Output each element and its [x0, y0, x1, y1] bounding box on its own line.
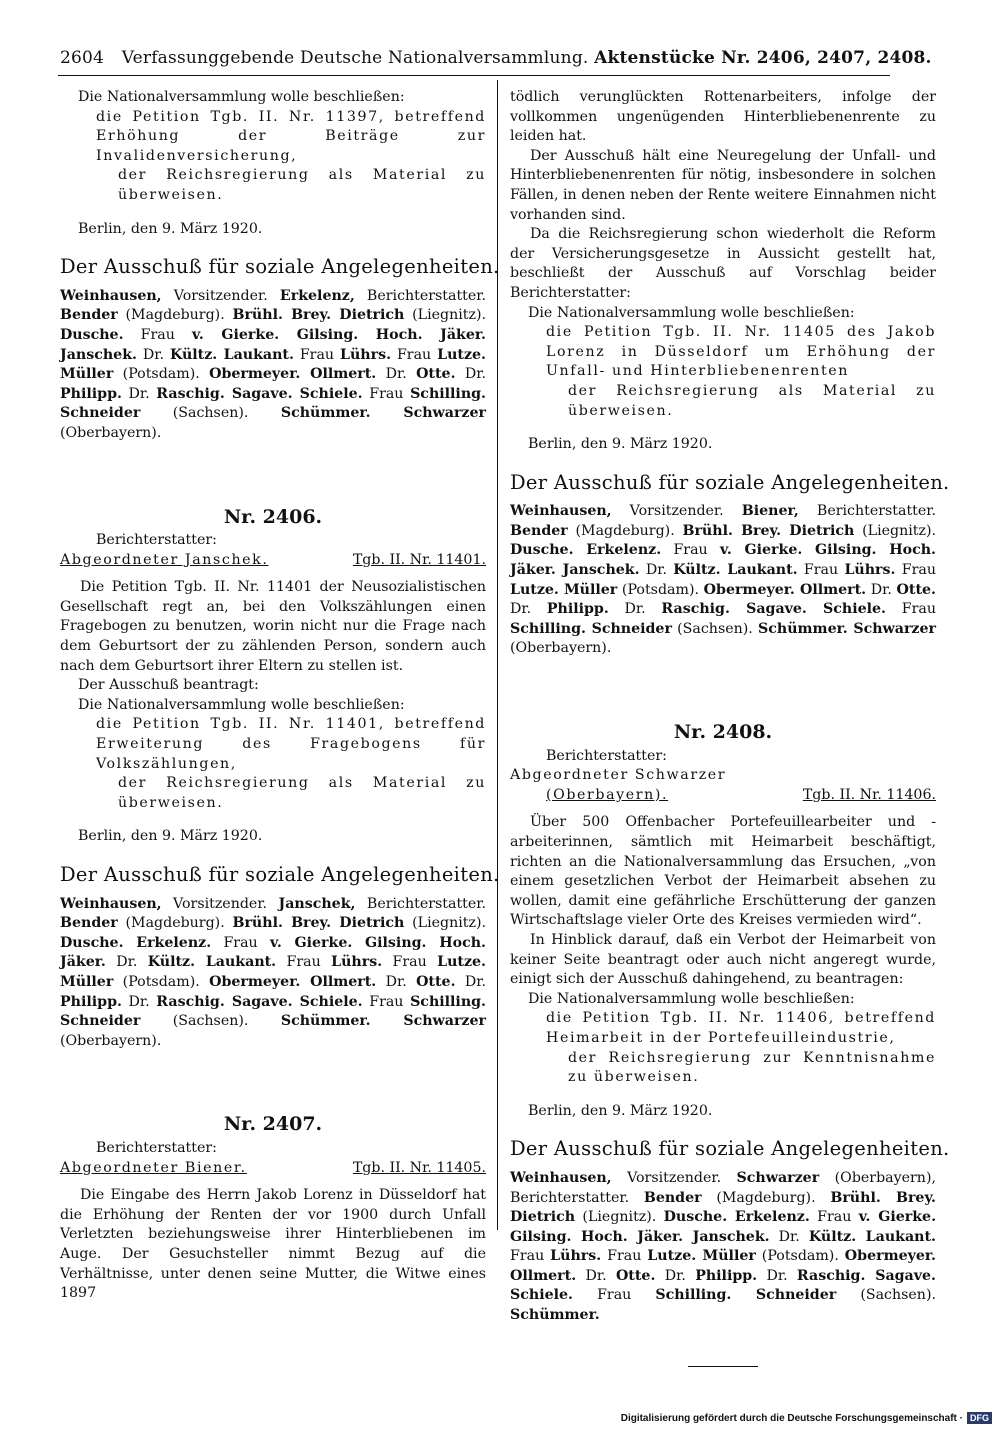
body-paragraph: Die Eingabe des Herrn Jakob Lorenz in Düsseldorf hat die Erhöhung der Renten der vor 1900 durch Unfall Verletzten beziehungsweise ihrer Hinterbliebenen im Auge. Der Gesuchsteller nimmt Bezug auf die Verhältnisse, unter denen seine Mutter, die Witwe eines 1897	[60, 1187, 486, 1302]
footer	[621, 1412, 992, 1424]
document-number: Nr. 2408.	[673, 721, 773, 744]
body-paragraph: Über 500 Offenbacher Portefeuillearbeiter und -arbeiterinnen, sämtlich mit Heimarbeit beschäftigt, richten an die Nationalversammlung das Ersuchen, „von einem gesetzlichen Verbot der Heimarbeit absehen zu wollen, damit eine gefährliche Erschütterung der ganzen Wirtschaftslage vieler Orte des Kreises vermieden wird“.	[510, 814, 936, 929]
document-number: Nr. 2406.	[223, 505, 323, 528]
header-aktenstuecke: Aktenstücke Nr. 2406, 2407, 2408.	[594, 48, 932, 68]
body-paragraph: Die Petition Tgb. II. Nr. 11401 der Neusozialistischen Gesellschaft regt an, bei den Volkszählungen einen Fragebogen zu benutzen, worin nicht nur die Frage nach dem Geburtsort der zu zählenden Person, sondern auch nach dem Geburtsort ihrer Eltern zu stellen ist.	[60, 579, 486, 674]
resolution-action: der Reichsregierung als Material zu überweisen.	[118, 167, 486, 203]
tgb-reference: Tgb. II. Nr. 11401.	[352, 551, 486, 568]
member-list: Weinhausen, Vorsitzender. Schwarzer (Oberbayern), Berichterstatter. Bender (Magdeburg). Brühl. Brey. Dietrich (Liegnitz). Dusche. Erkelenz. Frau v. Gierke. Gilsing. Hoch. Jäker. Janschek. Dr. Kültz. Laukant. Frau Lührs. Frau Lutze. Müller (Potsdam). Obermeyer. Ollmert. Dr. Otte. Dr. Philipp. Dr. Raschig. Sagave. Schiele. Frau Schilling. Schneider (Sachsen). Schümmer.	[510, 1169, 937, 1324]
committee-moves: Der Ausschuß beantragt:	[78, 677, 259, 694]
body-paragraph: Da die Reichsregierung schon wiederholt die Reform der Versicherungsgesetze in Aussicht gestellt hat, beschließt der Ausschuß auf Vorschlag beider Berichterstatter:	[510, 226, 936, 301]
left-column	[60, 88, 500, 1304]
dfg-logo: DFG	[967, 1412, 992, 1424]
resolution-intro: Die Nationalversammlung wolle beschließen:	[528, 304, 855, 321]
resolution-intro: Die Nationalversammlung wolle beschließen:	[78, 696, 405, 713]
body-paragraph: Der Ausschuß hält eine Neuregelung der Unfall- und Hinterbliebenenrenten für nötig, insbesondere in solchen Fällen, in denen neben der Rente weitere Einnahmen nicht vorhanden sind.	[510, 147, 936, 223]
resolution-intro: Die Nationalversammlung wolle beschließen:	[528, 990, 855, 1007]
page-header	[60, 48, 932, 68]
resolution-intro: Die Nationalversammlung wolle beschließen:	[78, 89, 405, 105]
footer-text: Digitalisierung gefördert durch die Deutsche Forschungsgemeinschaft ·	[620, 1412, 963, 1424]
committee-heading: Der Ausschuß für soziale Angelegenheiten.	[510, 1137, 950, 1161]
petition-text: die Petition Tgb. II. Nr. 11405 des Jakob Lorenz in Düsseldorf um Erhöhung der Unfall- und Hinterbliebenenrenten	[546, 324, 936, 380]
header-rule	[58, 75, 890, 76]
resolution-action: der Reichsregierung als Material zu überweisen.	[118, 775, 486, 811]
rapporteur-name: Abgeordneter Schwarzer	[510, 767, 727, 784]
date-line: Berlin, den 9. März 1920.	[528, 1102, 713, 1119]
tgb-reference: Tgb. II. Nr. 11405.	[352, 1159, 486, 1176]
resolution-action: der Reichsregierung zur Kenntnisnahme zu überweisen.	[568, 1049, 936, 1086]
date-line: Berlin, den 9. März 1920.	[78, 220, 263, 237]
rapporteur-region: (Oberbayern).	[546, 786, 669, 803]
date-line: Berlin, den 9. März 1920.	[78, 828, 263, 845]
tgb-reference: Tgb. II. Nr. 11406.	[802, 786, 936, 803]
rapporteur-name: Abgeordneter Biener.	[60, 1159, 247, 1176]
right-column	[510, 88, 950, 1367]
petition-text: die Petition Tgb. II. Nr. 11401, betreffend Erweiterung des Fragebogens für Volkszählungen,	[96, 716, 486, 772]
petition-text: die Petition Tgb. II. Nr. 11406, betreffend Heimarbeit in der Portefeuilleindustrie,	[546, 1010, 936, 1046]
page-number: 2604	[60, 48, 105, 68]
document-number: Nr. 2407.	[223, 1113, 323, 1136]
rapporteur-row	[510, 786, 936, 806]
member-list: Weinhausen, Vorsitzender. Janschek, Berichterstatter. Bender (Magdeburg). Brühl. Brey. Dietrich (Liegnitz). Dusche. Erkelenz. Frau v. Gierke. Gilsing. Hoch. Jäker. Dr. Kültz. Laukant. Frau Lührs. Frau Lutze. Müller (Potsdam). Obermeyer. Ollmert. Dr. Otte. Dr. Philipp. Dr. Raschig. Sagave. Schiele. Frau Schilling. Schneider (Sachsen). Schümmer. Schwarzer (Oberbayern).	[60, 895, 486, 1049]
end-rule	[688, 1366, 758, 1367]
committee-heading: Der Ausschuß für soziale Angelegenheiten.	[510, 470, 950, 494]
member-list: Weinhausen, Vorsitzender. Erkelenz, Berichterstatter. Bender (Magdeburg). Brühl. Brey. Dietrich (Liegnitz). Dusche. Frau v. Gierke. Gilsing. Hoch. Jäker. Janschek. Dr. Kültz. Laukant. Frau Lührs. Frau Lutze. Müller (Potsdam). Obermeyer. Ollmert. Dr. Otte. Dr. Philipp. Dr. Raschig. Sagave. Schiele. Frau Schilling. Schneider (Sachsen). Schümmer. Schwarzer (Oberbayern).	[60, 287, 486, 441]
rapporteur-row	[60, 1159, 486, 1179]
header-title: Verfassunggebende Deutsche Nationalversammlung.	[121, 48, 589, 68]
rapporteur-label: Berichterstatter:	[96, 532, 217, 549]
body-paragraph: tödlich verunglückten Rottenarbeiters, infolge der vollkommen ungenügenden Hinterbliebenenrente zu leiden hat.	[510, 89, 936, 145]
committee-heading: Der Ausschuß für soziale Angelegenheiten.	[60, 255, 500, 279]
body-paragraph: In Hinblick darauf, daß ein Verbot der Heimarbeit von keiner Seite beantragt oder auch nicht angeregt wurde, einigt sich der Ausschuß dahingehend, zu beantragen:	[510, 931, 936, 988]
resolution-action: der Reichsregierung als Material zu überweisen.	[568, 382, 936, 419]
member-list: Weinhausen, Vorsitzender. Biener, Berichterstatter. Bender (Magdeburg). Brühl. Brey. Dietrich (Liegnitz). Dusche. Erkelenz. Frau v. Gierke. Gilsing. Hoch. Jäker. Janschek. Dr. Kültz. Laukant. Frau Lührs. Frau Lutze. Müller (Potsdam). Obermeyer. Ollmert. Dr. Otte. Dr. Philipp. Dr. Raschig. Sagave. Schiele. Frau Schilling. Schneider (Sachsen). Schümmer. Schwarzer (Oberbayern).	[510, 503, 936, 657]
rapporteur-label: Berichterstatter:	[96, 1139, 217, 1156]
rapporteur-label: Berichterstatter:	[546, 747, 667, 764]
rapporteur-name: Abgeordneter Janschek.	[60, 551, 269, 568]
rapporteur-row	[60, 551, 486, 571]
date-line: Berlin, den 9. März 1920.	[528, 436, 713, 453]
column-divider	[497, 80, 498, 1230]
committee-heading: Der Ausschuß für soziale Angelegenheiten.	[60, 863, 500, 886]
petition-text: die Petition Tgb. II. Nr. 11397, betreffend Erhöhung der Beiträge zur Invalidenversicherung,	[96, 108, 486, 164]
